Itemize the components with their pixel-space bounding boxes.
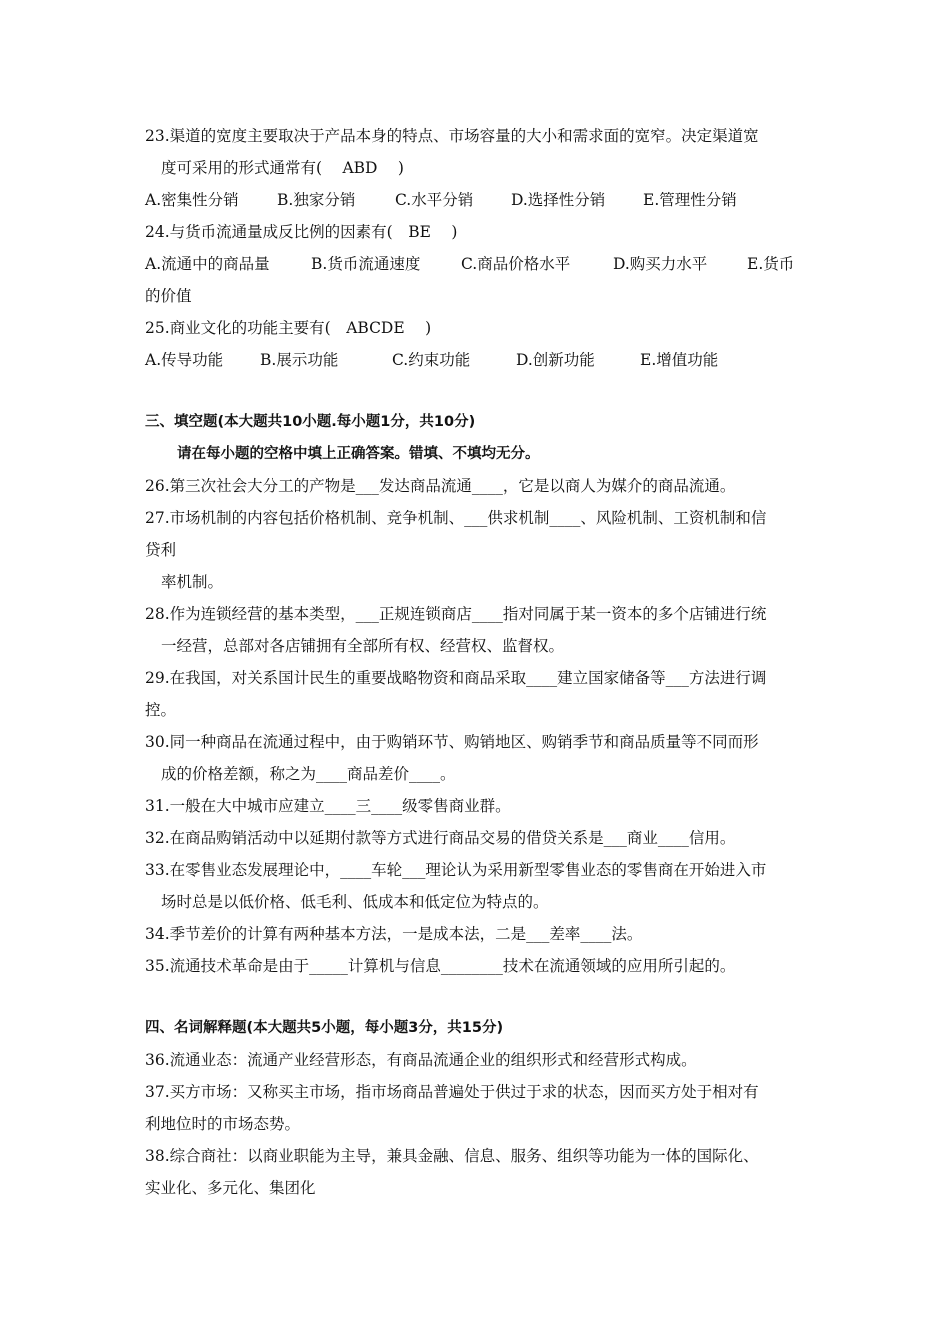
q25-option-e: E.增值功能 [640, 351, 719, 369]
q24-option-e: E.货币 [747, 255, 795, 273]
q23-options [145, 184, 815, 216]
q23-stem-cont: 度可采用的形式通常有( ABD ) [161, 159, 404, 177]
q25-options [145, 344, 815, 376]
q24-option-d: D.购买力水平 [613, 255, 708, 273]
q24-options [145, 248, 815, 280]
q23-option-b: B.独家分销 [277, 191, 356, 209]
q35: 35.流通技术革命是由于_____计算机与信息________技术在流通领域的应用所引起的。 [145, 957, 736, 975]
q34: 34.季节差价的计算有两种基本方法，一是成本法，二是___差率____法。 [145, 925, 643, 943]
q24-option-b: B.货币流通速度 [311, 255, 421, 273]
q24-wrap: 的价值 [145, 287, 192, 305]
section-3-instruction: 请在每小题的空格中填上正确答案。错填、不填均无分。 [177, 446, 540, 462]
q24-option-a: A.流通中的商品量 [145, 255, 270, 273]
q37-cont: 利地位时的市场态势。 [145, 1115, 301, 1133]
q25-option-d: D.创新功能 [516, 351, 595, 369]
q23-option-d: D.选择性分销 [511, 191, 606, 209]
q27-cont2: 率机制。 [161, 573, 224, 591]
q27: 27.市场机制的内容包括价格机制、竞争机制、___供求机制____、风险机制、工资机制和信 [145, 509, 767, 527]
q29-cont: 控。 [145, 701, 177, 719]
q23-option-c: C.水平分销 [395, 191, 474, 209]
section-4-title: 四、名词解释题(本大题共5小题，每小题3分，共15分) [145, 1020, 504, 1036]
q26: 26.第三次社会大分工的产物是___发达商品流通____，它是以商人为媒介的商品流通。 [145, 477, 736, 495]
q27-cont: 贷利 [145, 541, 177, 559]
q25-option-a: A.传导功能 [145, 351, 224, 369]
q31: 31.一般在大中城市应建立____三____级零售商业群。 [145, 797, 511, 815]
exam-page [145, 120, 815, 1204]
q38: 38.综合商社：以商业职能为主导，兼具金融、信息、服务、组织等功能为一体的国际化、 [145, 1147, 759, 1165]
q32: 32.在商品购销活动中以延期付款等方式进行商品交易的借贷关系是___商业____信用。 [145, 829, 736, 847]
q25-option-c: C.约束功能 [392, 351, 471, 369]
q30-cont: 成的价格差额，称之为____商品差价____。 [161, 765, 456, 783]
q28: 28.作为连锁经营的基本类型，___正规连锁商店____指对同属于某一资本的多个店铺进行统 [145, 605, 767, 623]
q30: 30.同一种商品在流通过程中，由于购销环节、购销地区、购销季节和商品质量等不同而形 [145, 733, 759, 751]
q24-stem: 24.与货币流通量成反比例的因素有( BE ) [145, 223, 458, 241]
q23-option-a: A.密集性分销 [145, 191, 239, 209]
q23-option-e: E.管理性分销 [643, 191, 737, 209]
q37: 37.买方市场：又称买主市场，指市场商品普遍处于供过于求的状态，因而买方处于相对有 [145, 1083, 759, 1101]
q25-stem: 25.商业文化的功能主要有( ABCDE ) [145, 319, 432, 337]
q33: 33.在零售业态发展理论中，____车轮___理论认为采用新型零售业态的零售商在开始进入市 [145, 861, 767, 879]
q36: 36.流通业态：流通产业经营形态，有商品流通企业的组织形式和经营形式构成。 [145, 1051, 697, 1069]
q24-option-c: C.商品价格水平 [461, 255, 571, 273]
q33-cont: 场时总是以低价格、低毛利、低成本和低定位为特点的。 [161, 893, 549, 911]
q29: 29.在我国，对关系国计民生的重要战略物资和商品采取____建立国家储备等___方法进行调 [145, 669, 767, 687]
q25-option-b: B.展示功能 [260, 351, 339, 369]
q28-cont: 一经营，总部对各店铺拥有全部所有权、经营权、监督权。 [161, 637, 565, 655]
section-3-title: 三、填空题(本大题共10小题.每小题1分，共10分) [145, 414, 476, 430]
q38-cont: 实业化、多元化、集团化 [145, 1179, 316, 1197]
q23-stem: 23.渠道的宽度主要取决于产品本身的特点、市场容量的大小和需求面的宽窄。决定渠道宽 [145, 127, 759, 145]
